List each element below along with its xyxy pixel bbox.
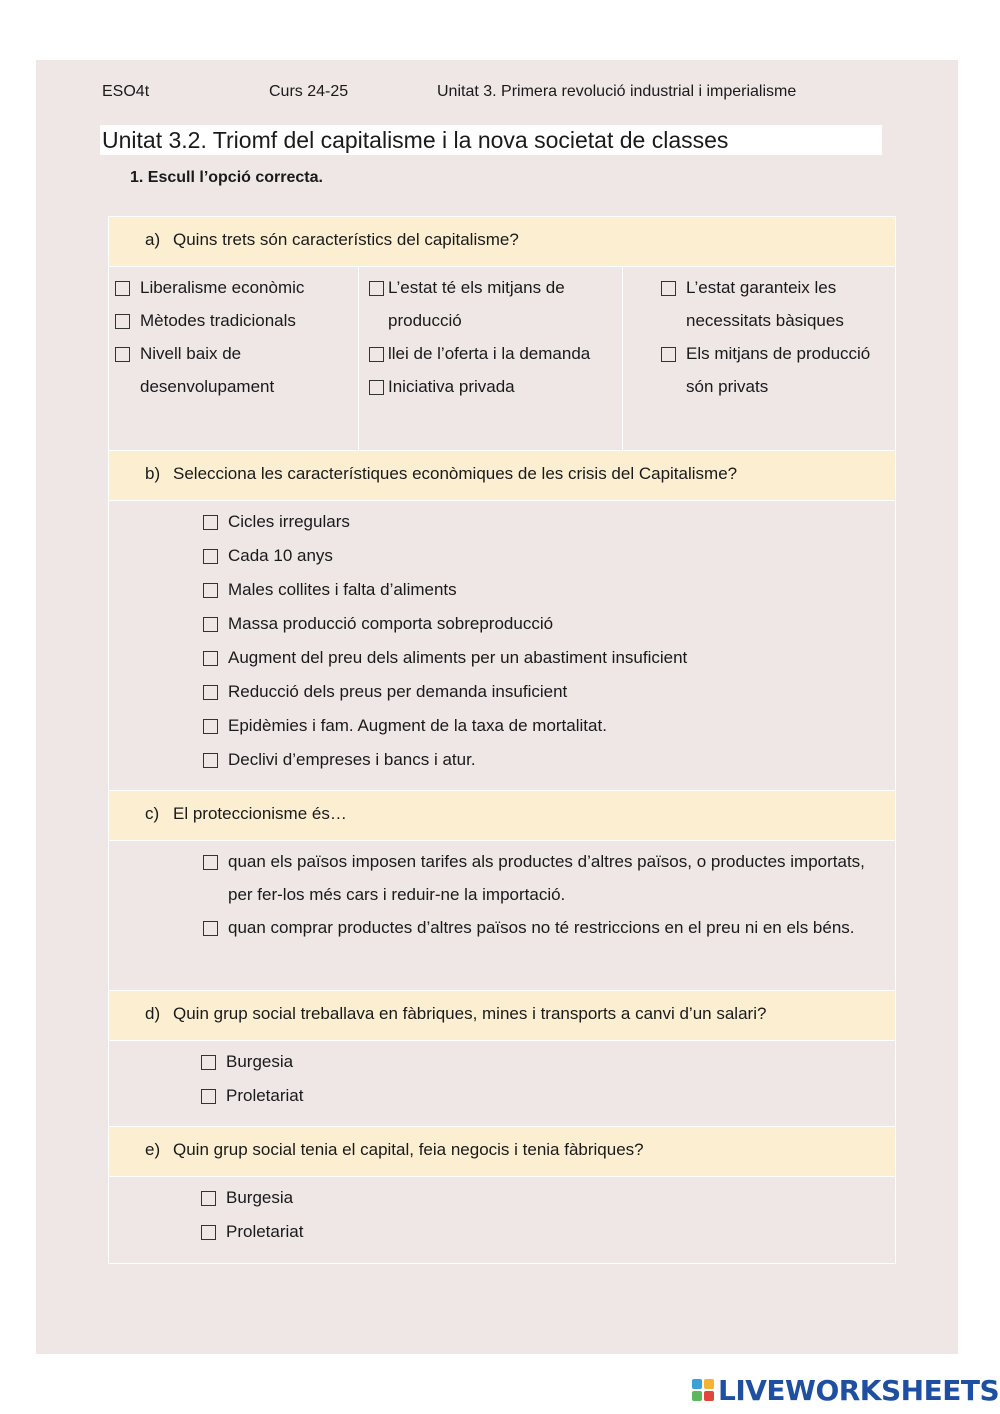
option-label: L’estat garanteix les necessitats bàsiques	[686, 278, 844, 330]
question-e	[109, 1127, 895, 1177]
logo-square	[692, 1379, 702, 1389]
option[interactable]	[115, 337, 358, 403]
option[interactable]	[201, 1079, 895, 1113]
question-d	[109, 991, 895, 1041]
option[interactable]	[201, 1215, 895, 1249]
option-label: Males collites i falta d’aliments	[228, 580, 457, 599]
answers-e	[109, 1177, 895, 1263]
option-label: Liberalisme econòmic	[140, 278, 305, 297]
checkbox[interactable]	[201, 1089, 216, 1104]
option-label: Burgesia	[226, 1188, 294, 1207]
option-label: Cada 10 anys	[228, 546, 333, 565]
answers-a	[109, 267, 895, 451]
option[interactable]	[203, 505, 895, 539]
liveworksheets-logo	[692, 1374, 999, 1406]
checkbox[interactable]	[661, 347, 676, 362]
answers-c	[109, 841, 895, 991]
option-label: Cicles irregulars	[228, 512, 350, 531]
checkbox[interactable]	[203, 855, 218, 870]
answers-d	[109, 1041, 895, 1127]
page-title: Unitat 3.2. Triomf del capitalisme i la nova societat de classes	[100, 125, 882, 155]
checkbox[interactable]	[203, 549, 218, 564]
option-label: llei de l’oferta i la demanda	[388, 344, 591, 363]
option[interactable]	[369, 337, 622, 370]
question-text: Quins trets són característics del capitalisme?	[173, 230, 519, 249]
option[interactable]	[201, 1181, 895, 1215]
option[interactable]	[115, 271, 358, 304]
question-text: Quin grup social tenia el capital, feia negocis i tenia fàbriques?	[173, 1140, 644, 1159]
question-text: Selecciona les característiques econòmiques de les crisis del Capitalisme?	[173, 464, 738, 483]
checkbox[interactable]	[203, 583, 218, 598]
logo-square	[692, 1391, 702, 1401]
option-label: Proletariat	[226, 1222, 304, 1241]
exercise-instruction: 1. Escull l’opció correcta.	[130, 169, 323, 186]
option-label: Mètodes tradicionals	[140, 311, 296, 330]
logo-icon	[692, 1379, 714, 1401]
option-label: Augment del preu dels aliments per un abastiment insuficient	[228, 648, 688, 667]
checkbox[interactable]	[201, 1225, 216, 1240]
option[interactable]	[203, 675, 895, 709]
school-year-label: Curs 24-25	[269, 83, 349, 100]
question-b	[109, 451, 895, 501]
question-letter: e)	[145, 1140, 161, 1159]
option[interactable]	[203, 641, 895, 675]
checkbox[interactable]	[203, 921, 218, 936]
option[interactable]	[203, 743, 895, 777]
answer-column-3	[623, 267, 895, 450]
option[interactable]	[661, 271, 895, 337]
option[interactable]	[203, 845, 895, 911]
checkbox[interactable]	[203, 651, 218, 666]
checkbox[interactable]	[201, 1191, 216, 1206]
answers-b	[109, 501, 895, 791]
logo-text: LIVEWORKSHEETS	[718, 1373, 1000, 1407]
option-label: Epidèmies i fam. Augment de la taxa de mortalitat.	[228, 716, 607, 735]
checkbox[interactable]	[115, 314, 130, 329]
logo-square	[704, 1379, 714, 1389]
question-text: El proteccionisme és…	[173, 804, 347, 823]
checkbox[interactable]	[115, 347, 130, 362]
checkbox[interactable]	[203, 685, 218, 700]
question-letter: b)	[145, 464, 161, 483]
question-letter: a)	[145, 230, 161, 249]
option[interactable]	[115, 304, 358, 337]
option-label: quan els països imposen tarifes als productes d’altres països, o productes importats, per fer-los més cars i reduir-ne la importació.	[228, 852, 865, 904]
question-letter: c)	[145, 804, 160, 823]
checkbox[interactable]	[661, 281, 676, 296]
option-label: Declivi d’empreses i bancs i atur.	[228, 750, 476, 769]
checkbox[interactable]	[369, 380, 384, 395]
option[interactable]	[661, 337, 895, 403]
option[interactable]	[203, 911, 895, 944]
option-label: Iniciativa privada	[388, 377, 515, 396]
option-label: quan comprar productes d’altres països no té restriccions en el preu ni en els béns.	[228, 918, 855, 937]
option-label: Burgesia	[226, 1052, 294, 1071]
unit-label: Unitat 3. Primera revolució industrial i imperialisme	[437, 83, 797, 100]
option-label: L’estat té els mitjans de producció	[388, 278, 565, 330]
course-label: ESO4t	[102, 83, 150, 100]
option-label: Nivell baix de desenvolupament	[140, 344, 275, 396]
question-c	[109, 791, 895, 841]
option-label: Reducció dels preus per demanda insuficient	[228, 682, 568, 701]
checkbox[interactable]	[369, 347, 384, 362]
logo-square	[704, 1391, 714, 1401]
question-text: Quin grup social treballava en fàbriques, mines i transports a canvi d’un salari?	[173, 1004, 767, 1023]
answer-column-2	[359, 267, 623, 450]
option[interactable]	[203, 709, 895, 743]
option[interactable]	[369, 271, 622, 337]
checkbox[interactable]	[203, 617, 218, 632]
option[interactable]	[203, 573, 895, 607]
option[interactable]	[201, 1045, 895, 1079]
question-table	[108, 216, 896, 1264]
checkbox[interactable]	[203, 753, 218, 768]
question-letter: d)	[145, 1004, 161, 1023]
option[interactable]	[369, 370, 622, 403]
option-label: Massa producció comporta sobreproducció	[228, 614, 554, 633]
checkbox[interactable]	[203, 515, 218, 530]
checkbox[interactable]	[201, 1055, 216, 1070]
option[interactable]	[203, 539, 895, 573]
checkbox[interactable]	[369, 281, 384, 296]
checkbox[interactable]	[115, 281, 130, 296]
answer-column-1	[109, 267, 359, 450]
question-a	[109, 217, 895, 267]
option[interactable]	[203, 607, 895, 641]
checkbox[interactable]	[203, 719, 218, 734]
option-label: Els mitjans de producció són privats	[686, 344, 871, 396]
option-label: Proletariat	[226, 1086, 304, 1105]
